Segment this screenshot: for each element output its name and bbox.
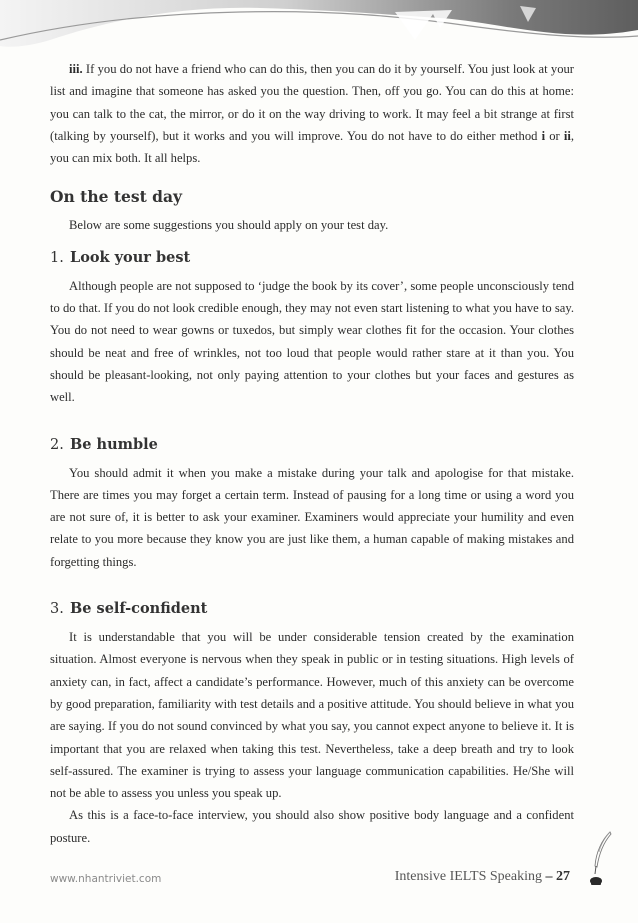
page-content	[50, 58, 574, 849]
page-number: 27	[556, 869, 570, 884]
item-heading-look-your-best: 1. Look your best	[50, 248, 191, 266]
item-paragraph: It is understandable that you will be under considerable tension created by the examination situation. Almost everyone is nervous when they speak in public or in testing situations. High levels of anxiety can, in fact, affect a candidate’s performance. However, much of this anxiety can be overcome by good preparation, familiarity with test details and a positive attitude. You should believe in what you are saying. If you do not sound convinced by what you say, you cannot expect anyone to believe it. It is important that you are relaxed when taking this test. Nevertheless, take a deep breath and try to look self-assured. The examiner is trying to assess your language communication capabilities. He/She will not be able to assess you unless you speak up.	[50, 630, 574, 801]
item-heading-be-self-confident: 3. Be self-confident	[50, 600, 208, 618]
section-title: On the test day	[50, 187, 183, 207]
quill-pen-icon	[586, 830, 616, 890]
section-intro: Below are some suggestions you should apply on your test day.	[69, 218, 389, 233]
item-heading-be-humble: 2. Be humble	[50, 435, 158, 453]
item-paragraph: Although people are not supposed to ‘judge the book by its cover’, some people unconsciously tend to do that. If you do not look credible enough, they may not even start listening to what you have to say. You do not need to wear gowns or tuxedos, but simply wear clothes fit for the occasion. Your clothes should be neat and free of wrinkles, not too loud that people would rather stare at it than you. You should be pleasant-looking, not only paying attention to your clothes but your faces and gestures as well.	[50, 278, 574, 405]
footer-url: www.nhantriviet.com	[50, 873, 162, 885]
footer-book-title: Intensive IELTS Speaking – 27	[394, 869, 570, 884]
item-paragraph: As this is a face-to-face interview, you should also show positive body language and a confident posture.	[50, 808, 574, 845]
header-decoration	[0, 0, 638, 52]
paragraph-iii: iii. If you do not have a friend who can do this, then you can do it by yourself. You just look at your list and imagine that someone has asked you the question. Then, off you go. You can do this at home: you can talk to the cat, the mirror, or do it on the way driving to work. It may feel a bit strange at first (talking by yourself), but it works and you will improve. You do not have to do either method i or ii, you can mix both. It all helps.	[50, 62, 574, 166]
roman-numeral-iii: iii.	[69, 62, 83, 76]
item-paragraph: You should admit it when you make a mistake during your talk and apologise for that mistake. There are times you may forget a certain term. Instead of pausing for a long time or using a word you are not sure of, it is better to ask your examiner. Examiners would appreciate your humility and even relate to you more because they know you are just like them, a human capable of making mistakes and forgetting things.	[50, 465, 574, 569]
